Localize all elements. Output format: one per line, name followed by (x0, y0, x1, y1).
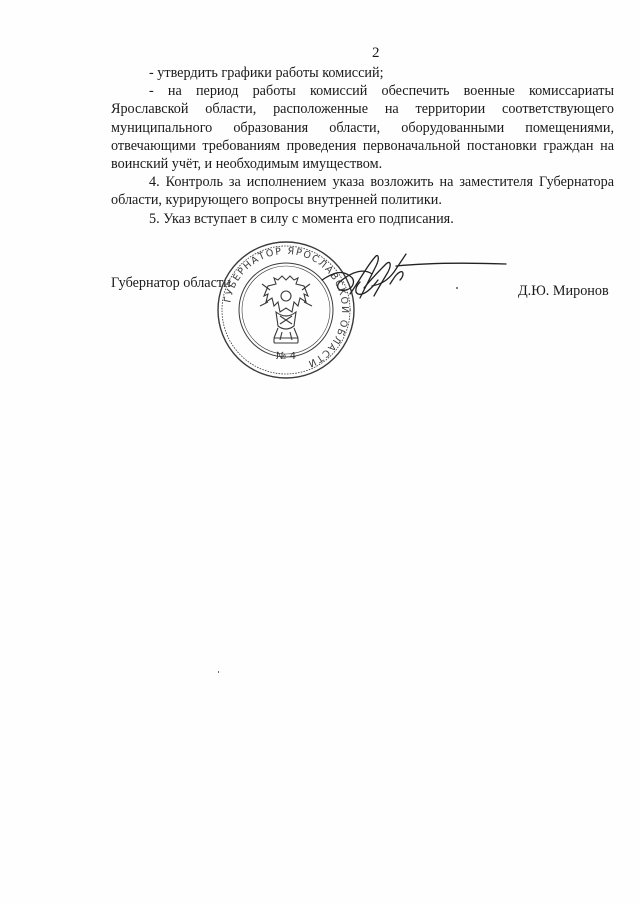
scan-speck (218, 671, 219, 673)
seal-number: № 4 (276, 351, 296, 362)
scan-speck (456, 287, 458, 289)
handwritten-signature-icon (320, 250, 510, 310)
document-body (111, 64, 614, 228)
page-number: 2 (372, 45, 380, 61)
double-headed-eagle-icon (260, 276, 312, 343)
seal-text: ГУБЕРНАТОР ЯРОСЛАВСКОЙ ОБЛАСТИ (222, 245, 351, 370)
signatory-title: Губернатор области (111, 275, 231, 291)
official-seal-icon (216, 240, 356, 380)
paragraph-schedules: - утвердить графики работы комиссий; (149, 65, 384, 81)
signatory-name: Д.Ю. Миронов (518, 283, 609, 299)
paragraph-effective: 5. Указ вступает в силу с момента его подписания. (149, 210, 454, 227)
paragraph-premises: - на период работы комиссий обеспечить военные комиссариаты Ярославской области, расположенные на территории соответствующего муниципального образования области, оборудованными помещениями, отвечающими требованиям проведения первоначальной постановки граждан на воинский учёт, и необходимым имуществом. (111, 83, 614, 173)
paragraph-control: 4. Контроль за исполнением указа возложить на заместителя Губернатора области, курирующего вопросы внутренней политики. (111, 174, 614, 209)
